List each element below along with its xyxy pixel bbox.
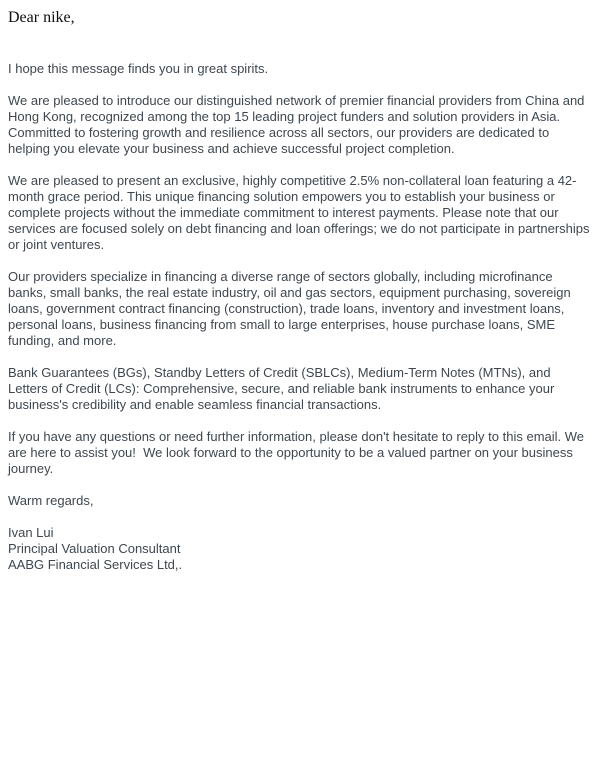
closing: Warm regards,	[8, 493, 94, 508]
paragraph-loan-offer: We are pleased to present an exclusive, highly competitive 2.5% non-collateral loan featuring a 42-month grace period. This unique financing solution empowers you to establish your business or complete projects without the immediate commitment to interest payments. Please note that our services are focused solely on debt financing and loan offerings; we do not participate in partnerships or joint ventures.	[8, 173, 594, 252]
salutation: Dear nike,	[8, 9, 75, 26]
paragraph-instruments: Bank Guarantees (BGs), Standby Letters of Credit (SBLCs), Medium-Term Notes (MTNs), and Letters of Credit (LCs): Comprehensive, secure, and reliable bank instruments to enhance your business's credibility and enable seamless financial transactions.	[8, 365, 558, 412]
signature-block	[8, 525, 592, 573]
paragraph-introduction: We are pleased to introduce our distinguished network of premier financial providers from China and Hong Kong, recognized among the top 15 leading project funders and solution providers in Asia. Committed to fostering growth and resilience across all sectors, our providers are dedicated to helping you elevate your business and achieve successful project completion.	[8, 93, 589, 156]
signature-company: AABG Financial Services Ltd,.	[8, 557, 183, 572]
signature-title: Principal Valuation Consultant	[8, 541, 181, 556]
paragraph-greeting: I hope this message finds you in great spirits.	[8, 61, 269, 76]
paragraph-sectors: Our providers specialize in financing a diverse range of sectors globally, including microfinance banks, small banks, the real estate industry, oil and gas sectors, equipment purchasing, sovereign loans, government contract financing (construction), trade loans, inventory and investment loans, personal loans, business financing from small to large enterprises, house purchase loans, SME funding, and more.	[8, 269, 575, 348]
paragraph-call-to-action: If you have any questions or need further information, please don't hesitate to reply to this email. We are here to assist you! We look forward to the opportunity to be a valued partner on your business journey.	[8, 429, 588, 476]
signature-name: Ivan Lui	[8, 525, 54, 540]
